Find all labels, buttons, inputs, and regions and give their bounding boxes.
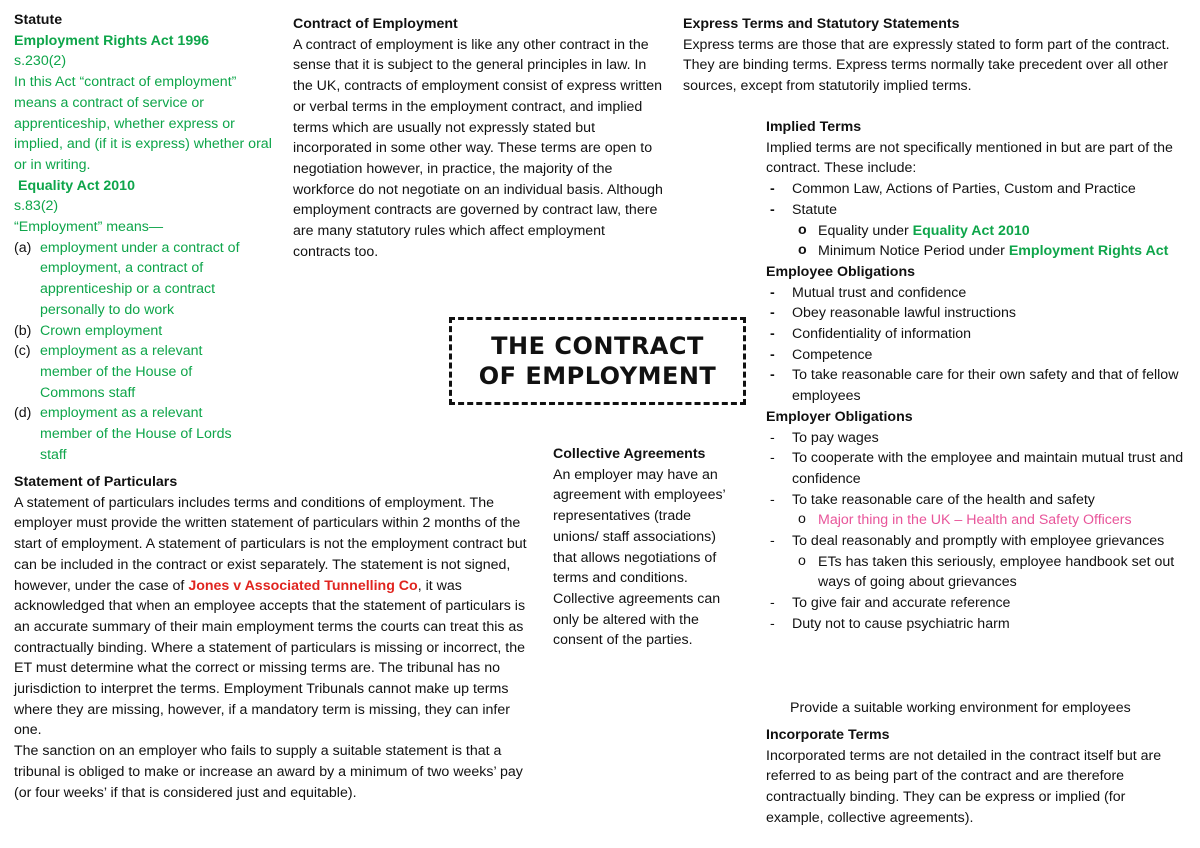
list-marker: (a) [14, 239, 32, 256]
case-name: Jones v Associated Tunnelling Co [188, 577, 418, 594]
statute-section [14, 10, 276, 465]
list-item [766, 428, 1186, 449]
employee-obligations-list [766, 283, 1186, 407]
list-item [14, 341, 254, 403]
list-item-text: To deal reasonably and promptly with employee grievances [792, 533, 1165, 550]
list-item-text: Duty not to cause psychiatric harm [792, 615, 1010, 632]
list-marker: (c) [14, 343, 31, 360]
implied-list [766, 179, 1186, 262]
list-item [766, 593, 1186, 614]
implied-text: Implied terms are not specifically mentioned in but are part of the contract. These include: [766, 139, 1173, 177]
act-name: Employment Rights Act [1008, 243, 1169, 260]
implied-heading: Implied Terms [766, 119, 862, 135]
implied-section [766, 117, 1186, 635]
express-heading: Express Terms and Statutory Statements [683, 16, 960, 32]
list-item-text: employment as a relevant member of the House of Lords staff [40, 405, 232, 463]
incorporate-heading: Incorporate Terms [766, 727, 890, 743]
list-item [766, 283, 1186, 304]
incorporate-section [766, 725, 1176, 829]
page-title-box [449, 317, 746, 405]
list-item-text: To take reasonable care for their own safety and that of fellow employees [792, 367, 1179, 405]
collective-heading: Collective Agreements [553, 446, 706, 462]
eqa-title [14, 176, 276, 197]
employee-obligations-heading: Employee Obligations [766, 263, 915, 280]
eqa-section: s.83(2) [14, 198, 59, 215]
list-item [766, 200, 1186, 262]
contract-heading: Contract of Employment [293, 16, 458, 32]
list-item-text: Competence [792, 346, 873, 363]
list-item [766, 448, 1186, 489]
employer-obligations-list [766, 428, 1186, 635]
sublist-item-text: ETs has taken this seriously, employee handbook set out ways of going about grievances [818, 553, 1175, 591]
list-item-text: Crown employment [40, 322, 163, 339]
particulars-text-end: , it was acknowledged that when an employee accepts that the statement of particulars is an accurate summary of their main employment terms the courts can treat this as contractually binding. Where a statement of particulars is missing or incorrect, the ET must determine what the correct or missing terms are. The tribunal has no jurisdiction to interpret the terms. Employment Tribunals cannot make up terms where they are missing, however, if a mandatory term is missing, they can infer one. [14, 577, 526, 739]
grievances-sublist [792, 552, 1186, 593]
particulars-heading: Statement of Particulars [14, 474, 178, 490]
particulars-section [14, 472, 540, 803]
list-item-text: Confidentiality of information [792, 326, 972, 343]
sanction-text: The sanction on an employer who fails to supply a suitable statement is that a tribunal is obliged to make or increase an award by a minimum of two weeks’ pay (or four weeks’ if that is considered just and equitable). [14, 743, 523, 801]
list-marker: (b) [14, 322, 32, 339]
list-item [14, 403, 254, 465]
sublist-item [792, 552, 1186, 593]
employment-definition-list [14, 238, 254, 466]
list-item [14, 321, 254, 342]
particulars-text [14, 493, 540, 741]
era-text: In this Act “contract of employment” means a contract of service or apprenticeship, whether express or implied, and (if it is express) whether oral or in writing. [14, 74, 272, 173]
list-item-text: To cooperate with the employee and maintain mutual trust and confidence [792, 450, 1184, 487]
contract-text: A contract of employment is like any other contract in the sense that it is subject to the general principles in law. In the UK, contracts of employment consist of express written or verbal terms in the employment contract, and implied terms which are usually not expressly stated but incorporated in some other way. These terms are open to negotiation however, in practice, the majority of the workforce do not negotiate on an individual basis. Although employment contracts are governed by contract law, there are many statutory rules which affect employment contracts too. [293, 36, 663, 260]
list-item [766, 179, 1186, 200]
list-item-text: employment as a relevant member of the House of Commons staff [40, 343, 203, 401]
list-item [766, 345, 1186, 366]
statute-heading: Statute [14, 12, 63, 28]
page-title-line-1: THE CONTRACT [491, 332, 704, 360]
list-item-text: employment under a contract of employment, a contract of apprenticeship or a contract personally to do work [40, 239, 240, 318]
collective-section [553, 444, 727, 651]
page-title [479, 331, 717, 391]
particulars-text-start: A statement of particulars includes terms and conditions of employment. The employer must provide the written statement of particulars within 2 months of the start of employment. A statement of particulars is not the employment contract but can be included in the contract or exist separately. The statement is not signed, however, under the case of [14, 494, 527, 594]
employer-obligations-heading: Employer Obligations [766, 408, 913, 425]
era-title: Employment Rights Act 1996 [14, 32, 209, 49]
express-section [683, 14, 1195, 97]
clipped-list-item-text: Provide a suitable working environment for employees [790, 700, 1131, 716]
list-item-text: To give fair and accurate reference [792, 595, 1011, 612]
act-name: Equality Act 2010 [912, 222, 1030, 239]
statute-sublist [792, 221, 1186, 262]
collective-text: An employer may have an agreement with employees’ representatives (trade unions/ staff associations) that allows negotiations of terms and conditions. Collective agreements can only be altered with the consent of the parties. [553, 466, 726, 649]
health-safety-sublist [792, 510, 1186, 531]
list-item-text: Statute [792, 201, 837, 218]
era-section: s.230(2) [14, 53, 67, 70]
contract-section [293, 14, 663, 262]
clipped-list-item [790, 700, 1180, 719]
sublist-item-text: Major thing in the UK – Health and Safety Officers [818, 512, 1132, 529]
express-text: Express terms are those that are expressly stated to form part of the contract. They are binding terms. Express terms normally take precedent over all other sources, except from statutorily implied terms. [683, 36, 1170, 95]
list-item [766, 303, 1186, 324]
list-item [14, 238, 254, 321]
list-item [766, 531, 1186, 593]
eqa-text: “Employment” means— [14, 219, 164, 236]
sublist-item-text: Minimum Notice Period under [818, 243, 1009, 260]
sublist-item [792, 241, 1186, 262]
page-title-line-2: OF EMPLOYMENT [478, 362, 717, 390]
sublist-item [792, 510, 1186, 531]
list-item-text: To pay wages [792, 429, 879, 446]
list-item-text: Obey reasonable lawful instructions [792, 305, 1016, 322]
incorporate-text: Incorporated terms are not detailed in the contract itself but are referred to as being part of the contract and are therefore contractually binding. They can be express or implied (for example, collective agreements). [766, 747, 1162, 826]
list-item-text: Mutual trust and confidence [792, 284, 967, 301]
sublist-item-text: Equality under [818, 222, 913, 239]
list-item [766, 490, 1186, 531]
list-item [766, 365, 1186, 406]
list-item [766, 614, 1186, 635]
list-item [766, 324, 1186, 345]
sublist-item [792, 221, 1186, 242]
list-item-text: Common Law, Actions of Parties, Custom and Practice [792, 181, 1136, 198]
eqa-title-text: Equality Act 2010 [18, 177, 135, 194]
list-marker: (d) [14, 405, 32, 422]
list-item-text: To take reasonable care of the health and safety [792, 491, 1095, 508]
